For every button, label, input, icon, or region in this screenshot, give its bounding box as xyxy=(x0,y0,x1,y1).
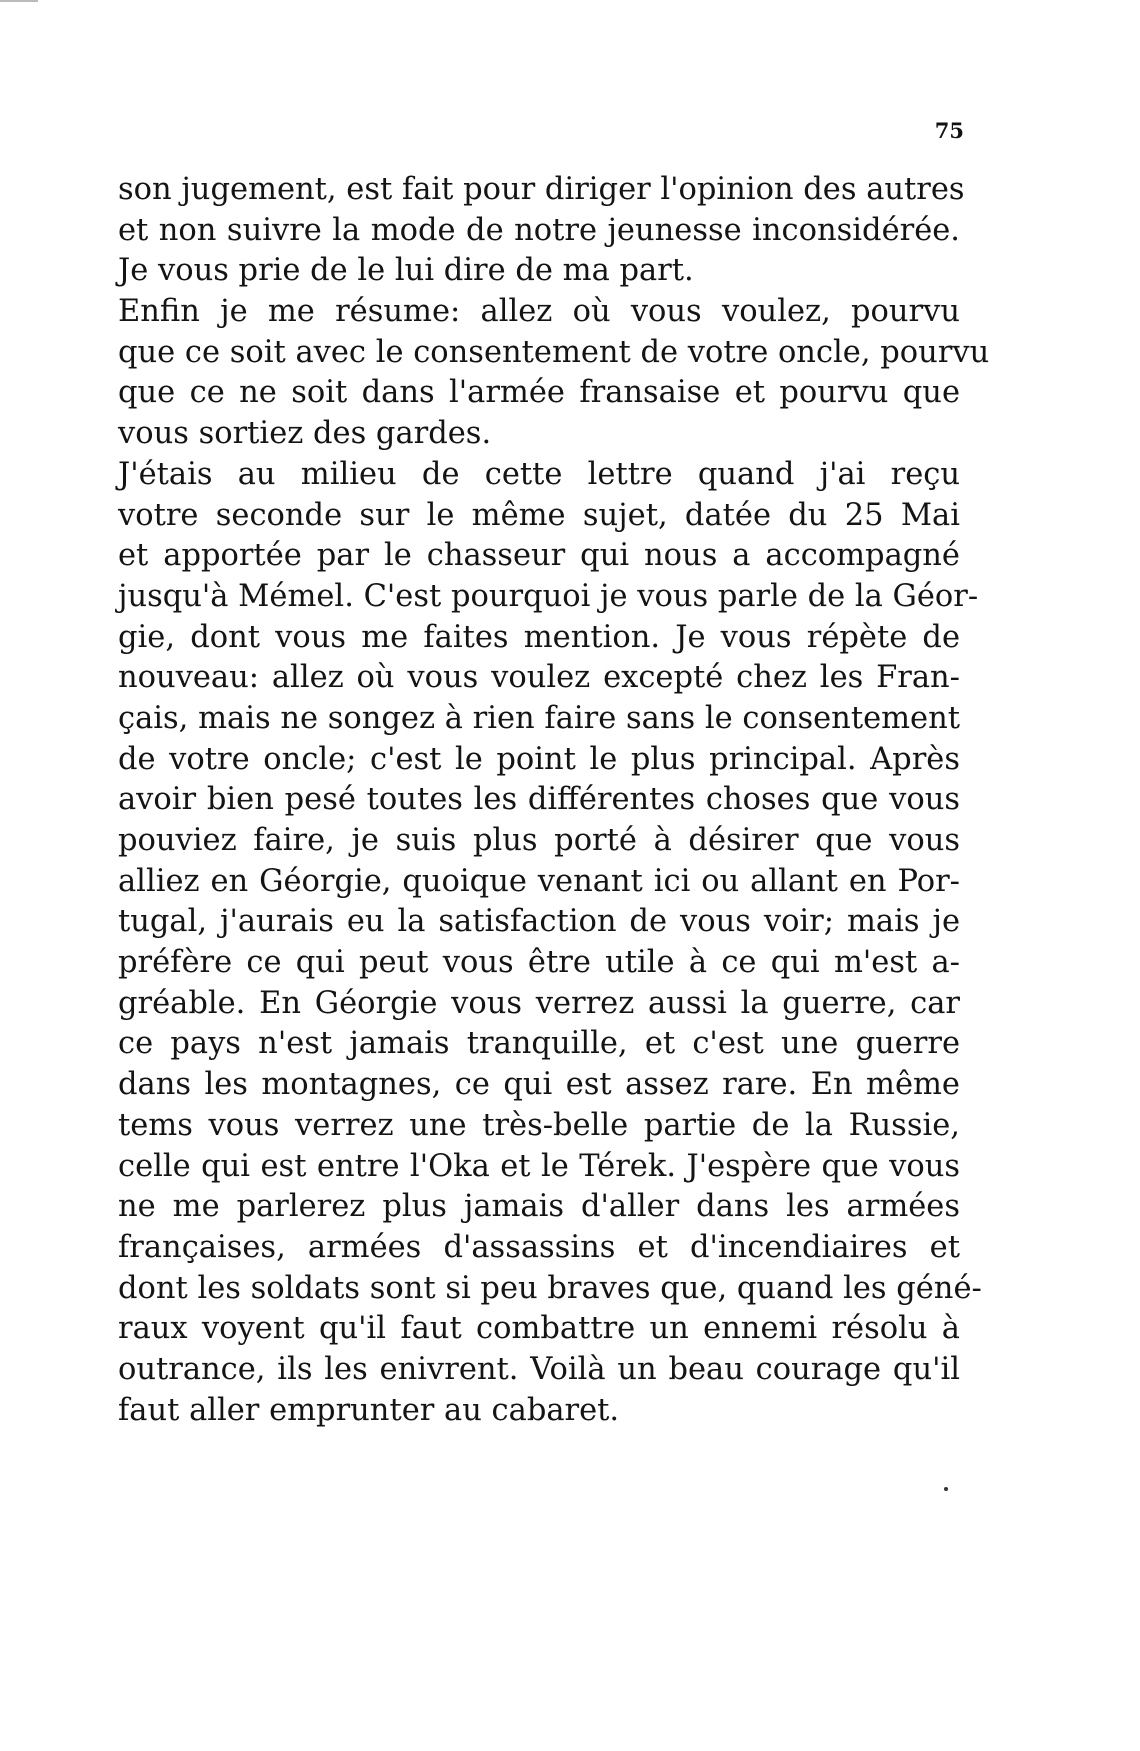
scan-speck xyxy=(944,1487,948,1491)
text-line: son jugement, est fait pour diriger l'opinion des autres xyxy=(118,172,965,207)
text-line: françaises, armées d'assassins et d'incendiaires et xyxy=(118,1229,960,1265)
text-line: raux voyent qu'il faut combattre un ennemi résolu à xyxy=(118,1311,960,1347)
text-line: Enfin je me résume: allez où vous voulez, pourvu xyxy=(118,294,960,330)
text-line: préfère ce qui peut vous être utile à ce qui m'est a- xyxy=(118,945,960,981)
text-line: avoir bien pesé toutes les différentes choses que vous xyxy=(118,782,960,818)
text-line: J'étais au milieu de cette lettre quand j'ai reçu xyxy=(118,456,960,492)
text-line: dont les soldats sont si peu braves que, quand les géné- xyxy=(118,1270,982,1306)
text-line: votre seconde sur le même sujet, datée du 25 Mai xyxy=(118,497,960,533)
text-line: outrance, ils les enivrent. Voilà un beau courage qu'il xyxy=(118,1351,960,1387)
text-line: alliez en Géorgie, quoique venant ici ou allant en Por- xyxy=(118,863,960,899)
text-line: vous sortiez des gardes. xyxy=(118,416,492,452)
text-line: ce pays n'est jamais tranquille, et c'est une guerre xyxy=(118,1026,960,1062)
text-line: gie, dont vous me faites mention. Je vous répète de xyxy=(118,619,960,655)
text-line: Je vous prie de le lui dire de ma part. xyxy=(118,253,694,289)
text-line: et non suivre la mode de notre jeunesse inconsidérée. xyxy=(118,212,960,248)
text-line: çais, mais ne songez à rien faire sans le consentement xyxy=(118,700,960,736)
page-number: 75 xyxy=(934,118,964,143)
text-line: ne me parlerez plus jamais d'aller dans les armées xyxy=(118,1189,960,1225)
text-line: et apportée par le chasseur qui nous a accompagné xyxy=(118,538,960,574)
text-line: de votre oncle; c'est le point le plus principal. Après xyxy=(118,741,960,777)
text-line: tems vous verrez une très-belle partie de la Russie, xyxy=(118,1107,960,1143)
text-line: faut aller emprunter au cabaret. xyxy=(118,1392,620,1428)
scan-edge-mark xyxy=(0,0,38,2)
text-line: dans les montagnes, ce qui est assez rare. En même xyxy=(118,1067,960,1103)
text-line: jusqu'à Mémel. C'est pourquoi je vous parle de la Géor- xyxy=(118,578,979,614)
text-line: pouviez faire, je suis plus porté à désirer que vous xyxy=(118,823,960,858)
text-line: celle qui est entre l'Oka et le Térek. J'espère que vous xyxy=(118,1148,960,1184)
text-line: que ce soit avec le consentement de votre oncle, pourvu xyxy=(118,334,990,370)
text-line: nouveau: allez où vous voulez excepté chez les Fran- xyxy=(118,660,960,696)
text-line: que ce ne soit dans l'armée fransaise et pourvu que xyxy=(118,375,960,411)
body-text xyxy=(118,170,990,1431)
text-line: gréable. En Géorgie vous verrez aussi la guerre, car xyxy=(118,985,960,1021)
text-line: tugal, j'aurais eu la satisfaction de vous voir; mais je xyxy=(118,904,960,940)
